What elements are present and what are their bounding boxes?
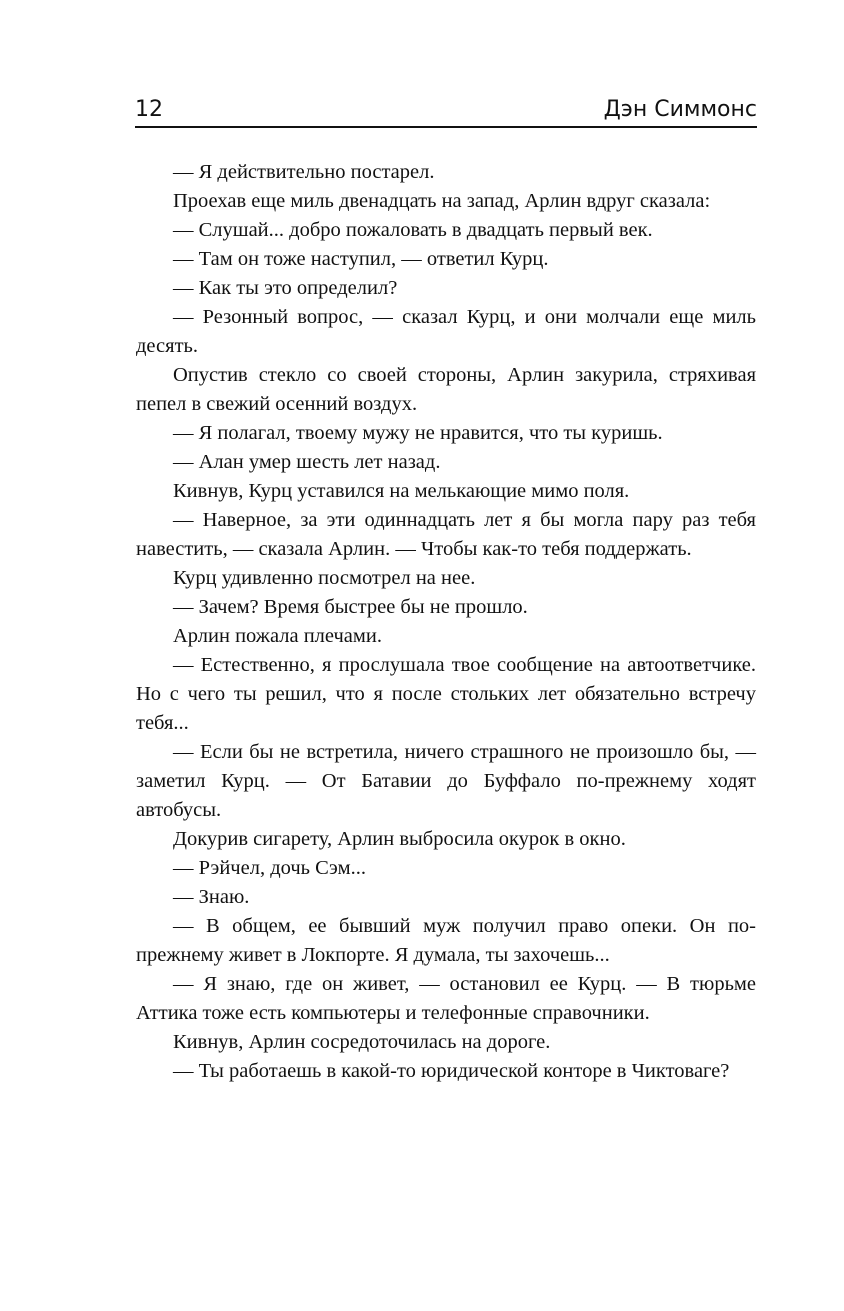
paragraph: — Зачем? Время быстрее бы не прошло. (173, 596, 528, 618)
running-head (135, 94, 757, 126)
paragraph: — Я действительно постарел. (173, 161, 435, 183)
paragraph: Кивнув, Курц уставился на мелькающие мимо поля. (173, 480, 630, 502)
paragraph: Проехав еще миль двенадцать на запад, Арлин вдруг сказала: (173, 190, 711, 212)
paragraph: — Резонный вопрос, — сказал Курц, и они молчали еще миль десять. (136, 306, 756, 357)
paragraph: Кивнув, Арлин сосредоточилась на дороге. (173, 1031, 551, 1053)
paragraph: Докурив сигарету, Арлин выбросила окурок в окно. (173, 828, 626, 850)
paragraph: — Там он тоже наступил, — ответил Курц. (173, 248, 549, 270)
paragraph: — Я полагал, твоему мужу не нравится, что ты куришь. (173, 422, 663, 444)
book-author: Дэн Симмонс (603, 97, 757, 122)
paragraph: — Знаю. (173, 886, 250, 908)
paragraph: — Наверное, за эти одиннадцать лет я бы могла пару раз тебя навестить, — сказала Арлин. — Чтобы как-то тебя поддержать. (136, 509, 756, 560)
paragraph: — Я знаю, где он живет, — остановил ее Курц. — В тюрьме Аттика тоже есть компьютеры и телефонные справочники. (136, 973, 756, 1024)
paragraph: — Алан умер шесть лет назад. (173, 451, 441, 473)
paragraph: — Если бы не встретила, ничего страшного не произошло бы, — заметил Курц. — От Батавии до Буффало по-прежнему ходят автобусы. (136, 741, 756, 821)
paragraph: — Ты работаешь в какой-то юридической конторе в Чиктоваге? (173, 1060, 730, 1082)
paragraph: — Рэйчел, дочь Сэм... (173, 857, 367, 879)
paragraph: — Слушай... добро пожаловать в двадцать первый век. (173, 219, 653, 241)
header-rule (135, 126, 757, 128)
paragraph: Опустив стекло со своей стороны, Арлин закурила, стряхивая пепел в свежий осенний воздух. (136, 364, 756, 415)
text-block (136, 158, 756, 1086)
paragraph: — Как ты это определил? (173, 277, 398, 299)
paragraph: — Естественно, я прослушала твое сообщение на автоответчике. Но с чего ты решил, что я после стольких лет обязательно встречу тебя... (136, 654, 756, 734)
paragraph: Курц удивленно посмотрел на нее. (173, 567, 476, 589)
paragraph: — В общем, ее бывший муж получил право опеки. Он по-прежнему живет в Локпорте. Я думала, ты захочешь... (136, 915, 756, 966)
paragraph: Арлин пожала плечами. (173, 625, 382, 647)
page-number: 12 (135, 97, 163, 122)
